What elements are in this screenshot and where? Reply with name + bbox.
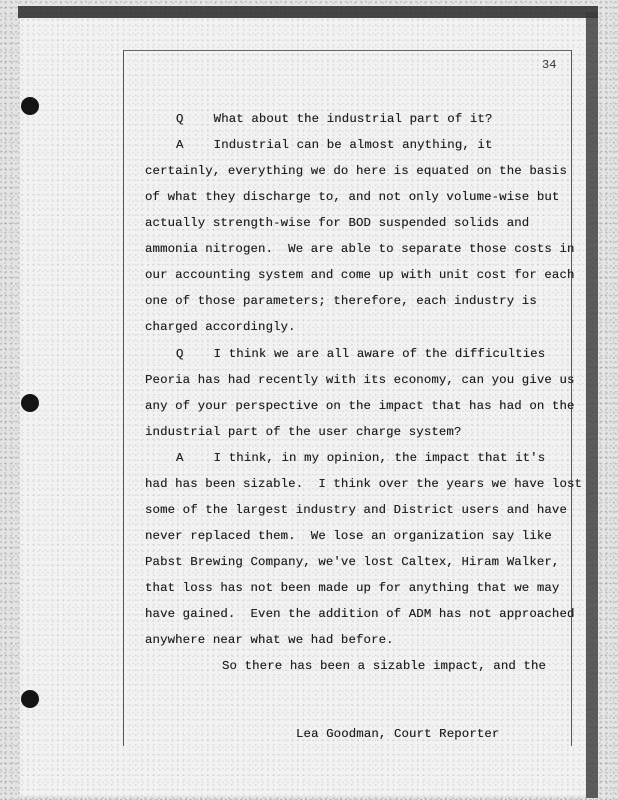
transcript-line: have gained. Even the addition of ADM has not approached xyxy=(145,607,575,621)
punch-hole-top xyxy=(21,97,39,115)
transcript-line: never replaced them. We lose an organization say like xyxy=(145,529,552,543)
transcript-line: ammonia nitrogen. We are able to separate those costs in xyxy=(145,242,575,256)
transcript-line: had has been sizable. I think over the years we have lost xyxy=(145,477,583,491)
court-reporter-footer: Lea Goodman, Court Reporter xyxy=(296,727,500,741)
transcript-line: any of your perspective on the impact that has had on the xyxy=(145,399,575,413)
right-margin-rule xyxy=(571,50,572,746)
left-margin-rule xyxy=(123,50,124,746)
transcript-line: Q What about the industrial part of it? xyxy=(176,112,493,126)
transcript-line: charged accordingly. xyxy=(145,320,296,334)
page-number: 34 xyxy=(542,58,557,72)
top-margin-rule xyxy=(123,50,571,51)
transcript-line: Q I think we are all aware of the difficulties xyxy=(176,347,546,361)
transcript-line: Pabst Brewing Company, we've lost Caltex, Hiram Walker, xyxy=(145,555,560,569)
transcript-line: of what they discharge to, and not only volume-wise but xyxy=(145,190,560,204)
transcript-line: A Industrial can be almost anything, it xyxy=(176,138,493,152)
transcript-line: A I think, in my opinion, the impact that it's xyxy=(176,451,546,465)
punch-hole-middle xyxy=(21,394,39,412)
transcript-line: that loss has not been made up for anything that we may xyxy=(145,581,560,595)
transcript-line: one of those parameters; therefore, each industry is xyxy=(145,294,537,308)
transcript-line: certainly, everything we do here is equated on the basis xyxy=(145,164,567,178)
scan-edge-right xyxy=(586,12,598,798)
transcript-line: anywhere near what we had before. xyxy=(145,633,394,647)
transcript-line: industrial part of the user charge system? xyxy=(145,425,462,439)
transcript-line: Peoria has had recently with its economy, can you give us xyxy=(145,373,575,387)
transcript-line: actually strength-wise for BOD suspended solids and xyxy=(145,216,530,230)
transcript-line: our accounting system and come up with unit cost for each xyxy=(145,268,575,282)
punch-hole-bottom xyxy=(21,690,39,708)
transcript-line: So there has been a sizable impact, and the xyxy=(222,659,547,673)
transcript-line: some of the largest industry and District users and have xyxy=(145,503,567,517)
scan-edge-top xyxy=(18,6,598,18)
